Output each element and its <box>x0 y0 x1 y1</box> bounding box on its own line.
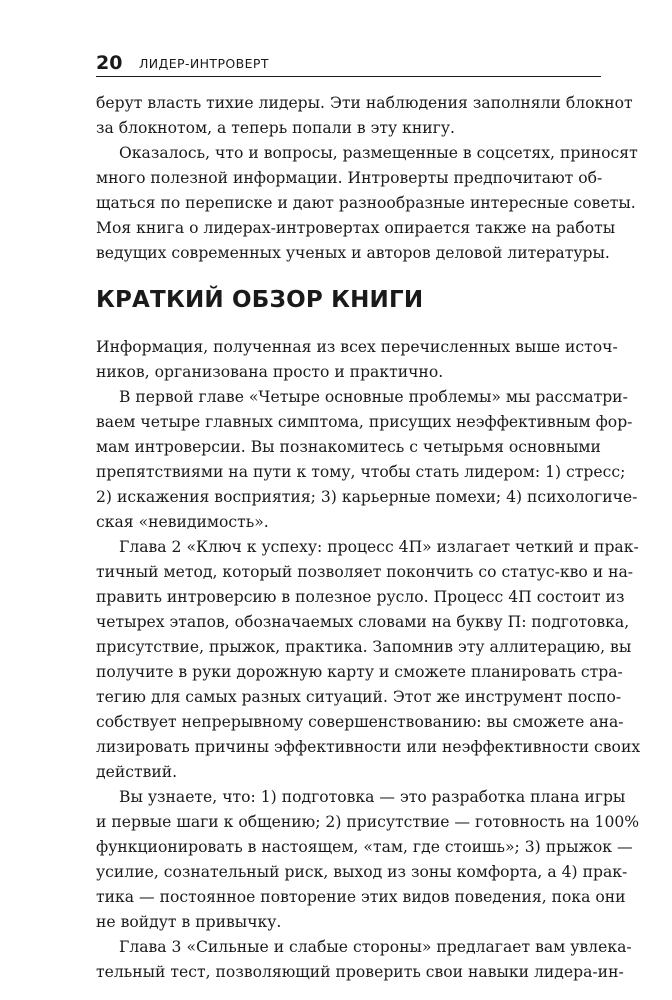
text-line: и первые шаги к общению; 2) присутствие — готовность на 100% <box>96 813 640 831</box>
text-line: Глава 3 «Сильные и слабые стороны» предлагает вам увлека- <box>119 938 632 956</box>
text-line: четырех этапов, обозначаемых словами на букву П: подготовка, <box>96 613 630 631</box>
text-line: Оказалось, что и вопросы, размещенные в соцсетях, приносят <box>119 144 638 162</box>
text-line: Вы узнаете, что: 1) подготовка — это разработка плана игры <box>119 788 626 806</box>
section-heading: КРАТКИЙ ОБЗОР КНИГИ <box>96 287 424 313</box>
paragraph <box>96 785 640 935</box>
text-line: 2) искажения восприятия; 3) карьерные помехи; 4) психологиче- <box>96 488 638 506</box>
text-line: препятствиями на пути к тому, чтобы стать лидером: 1) стресс; <box>96 463 626 481</box>
text-line: Информация, полученная из всех перечисленных выше источ- <box>96 338 618 356</box>
paragraph <box>96 335 618 385</box>
text-line: берут власть тихие лидеры. Эти наблюдения заполняли блокнот <box>96 94 633 112</box>
paragraph <box>96 535 641 785</box>
text-line: тельный тест, позволяющий проверить свои навыки лидера-ин- <box>96 963 624 981</box>
paragraph <box>96 385 638 535</box>
running-title: ЛИДЕР-ИНТРОВЕРТ <box>139 56 269 71</box>
text-line: усилие, сознательный риск, выход из зоны комфорта, а 4) прак- <box>96 863 628 881</box>
paragraph <box>96 935 632 985</box>
text-line: собствует непрерывному совершенствованию: вы сможете ана- <box>96 713 624 731</box>
text-line: Глава 2 «Ключ к успеху: процесс 4П» излагает четкий и прак- <box>119 538 639 556</box>
text-line: не войдут в привычку. <box>96 913 282 931</box>
paragraph <box>96 91 633 141</box>
text-line: ская «невидимость». <box>96 513 269 531</box>
text-line: за блокнотом, а теперь попали в эту книгу. <box>96 119 455 137</box>
text-line: присутствие, прыжок, практика. Запомнив эту аллитерацию, вы <box>96 638 632 656</box>
section-body <box>96 335 641 985</box>
text-line: тегию для самых разных ситуаций. Этот же инструмент поспо- <box>96 688 622 706</box>
intro-text <box>96 91 638 266</box>
text-line: ников, организована просто и практично. <box>96 363 444 381</box>
text-line: действий. <box>96 763 178 781</box>
page-header <box>96 52 601 77</box>
text-line: функционировать в настоящем, «там, где стоишь»; 3) прыжок — <box>96 838 633 856</box>
text-line: мам интроверсии. Вы познакомитесь с четырьмя основными <box>96 438 601 456</box>
text-line: лизировать причины эффективности или неэффективности своих <box>96 738 641 756</box>
text-line: В первой главе «Четыре основные проблемы» мы рассматри- <box>119 388 628 406</box>
text-line: тичный метод, который позволяет покончить со статус-кво и на- <box>96 563 634 581</box>
text-line: Моя книга о лидерах-интровертах опирается также на работы <box>96 219 616 237</box>
text-line: получите в руки дорожную карту и сможете планировать стра- <box>96 663 623 681</box>
paragraph <box>96 141 638 266</box>
text-line: щаться по переписке и дают разнообразные интересные советы. <box>96 194 636 212</box>
text-line: тика — постоянное повторение этих видов поведения, пока они <box>96 888 626 906</box>
text-line: править интроверсию в полезное русло. Процесс 4П состоит из <box>96 588 625 606</box>
text-line: ведущих современных ученых и авторов деловой литературы. <box>96 244 610 262</box>
text-line: много полезной информации. Интроверты предпочитают об- <box>96 169 603 187</box>
text-line: ваем четыре главных симптома, присущих неэффективным фор- <box>96 413 633 431</box>
page-number: 20 <box>96 52 123 74</box>
